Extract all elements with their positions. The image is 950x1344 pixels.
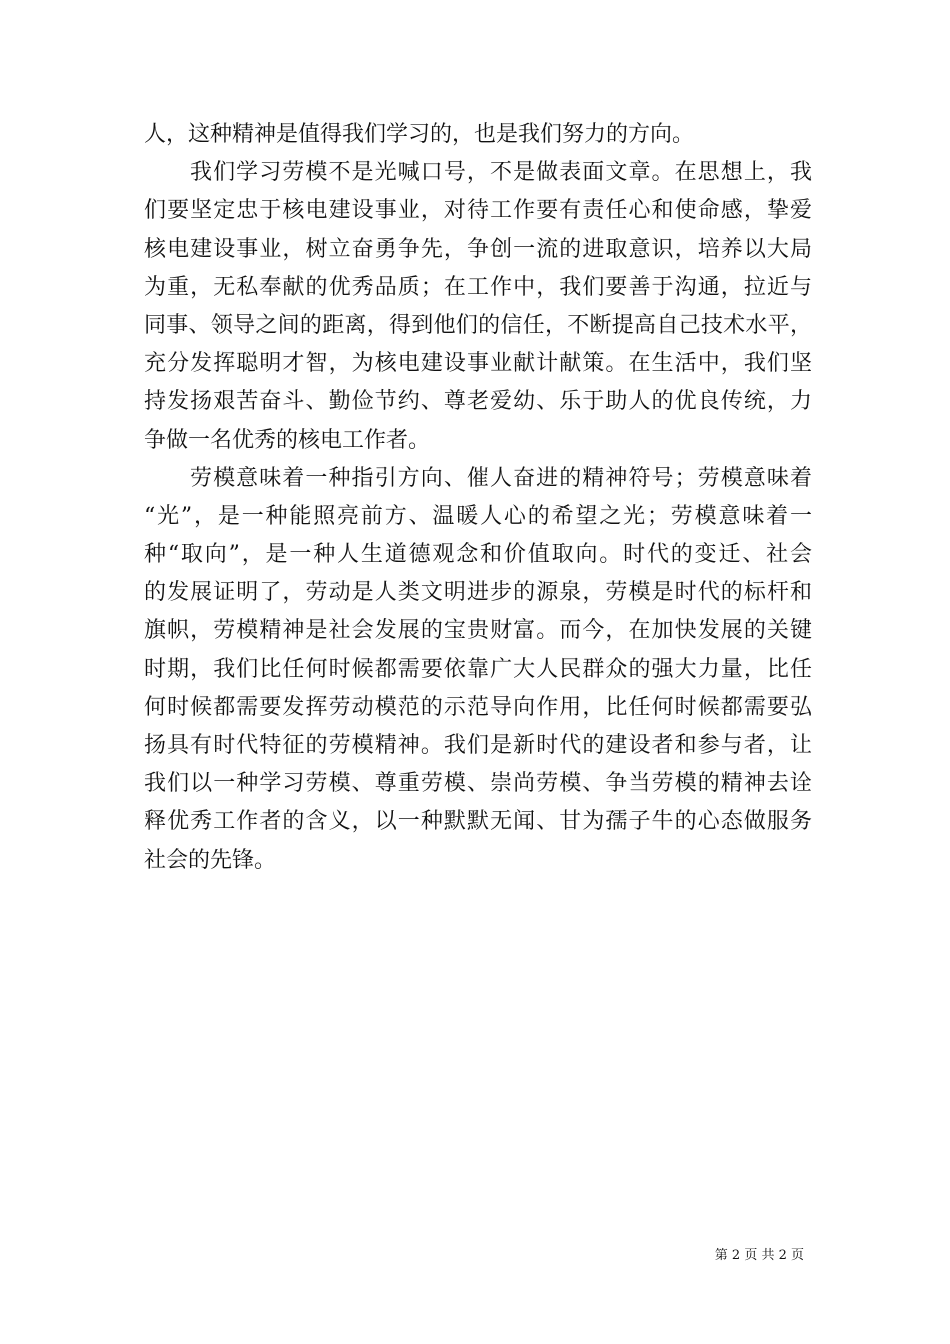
paragraph [144, 460, 812, 880]
text-line: 我们学习劳模不是光喊口号，不是做表面文章。在思想上，我 [190, 160, 812, 186]
text-line: 我们以一种学习劳模、尊重劳模、崇尚劳模、争当劳模的精神去诠 [144, 771, 812, 797]
text-line: 争做一名优秀的核电工作者。 [144, 427, 431, 453]
text-line: 社会的先锋。 [144, 847, 277, 873]
text-line: 种“取向”，是一种人生道德观念和价值取向。时代的变迁、社会 [144, 542, 812, 568]
text-line: 扬具有时代特征的劳模精神。我们是新时代的建设者和参与者，让 [144, 733, 812, 758]
paragraph [144, 116, 812, 154]
text-line: 何时候都需要发挥劳动模范的示范导向作用，比任何时候都需要弘 [144, 694, 812, 720]
text-line: 为重，无私奉献的优秀品质；在工作中，我们要善于沟通，拉近与 [144, 274, 812, 300]
document-body [144, 116, 812, 880]
text-line: 劳模意味着一种指引方向、催人奋进的精神符号；劳模意味着 [190, 465, 812, 491]
text-line: 充分发挥聪明才智，为核电建设事业献计献策。在生活中，我们坚 [144, 351, 812, 377]
text-line: 同事、领导之间的距离，得到他们的信任，不断提高自己技术水平， [144, 312, 812, 338]
text-line: 核电建设事业，树立奋勇争先，争创一流的进取意识，培养以大局 [144, 236, 812, 262]
text-line: “光”，是一种能照亮前方、温暖人心的希望之光；劳模意味着一 [144, 503, 812, 529]
text-line: 持发扬艰苦奋斗、勤俭节约、尊老爱幼、乐于助人的优良传统，力 [144, 389, 812, 415]
text-line: 旗帜，劳模精神是社会发展的宝贵财富。而今，在加快发展的关键 [144, 618, 812, 644]
text-line: 人，这种精神是值得我们学习的，也是我们努力的方向。 [144, 122, 695, 147]
text-line: 的发展证明了，劳动是人类文明进步的源泉，劳模是时代的标杆和 [144, 580, 812, 606]
text-line: 们要坚定忠于核电建设事业，对待工作要有责任心和使命感，挚爱 [144, 198, 812, 224]
page-number-footer: 第 2 页 共 2 页 [714, 1248, 804, 1263]
text-line: 时期，我们比任何时候都需要依靠广大人民群众的强大力量，比任 [144, 656, 812, 682]
paragraph [144, 154, 812, 460]
text-line: 释优秀工作者的含义，以一种默默无闻、甘为孺子牛的心态做服务 [144, 809, 812, 835]
